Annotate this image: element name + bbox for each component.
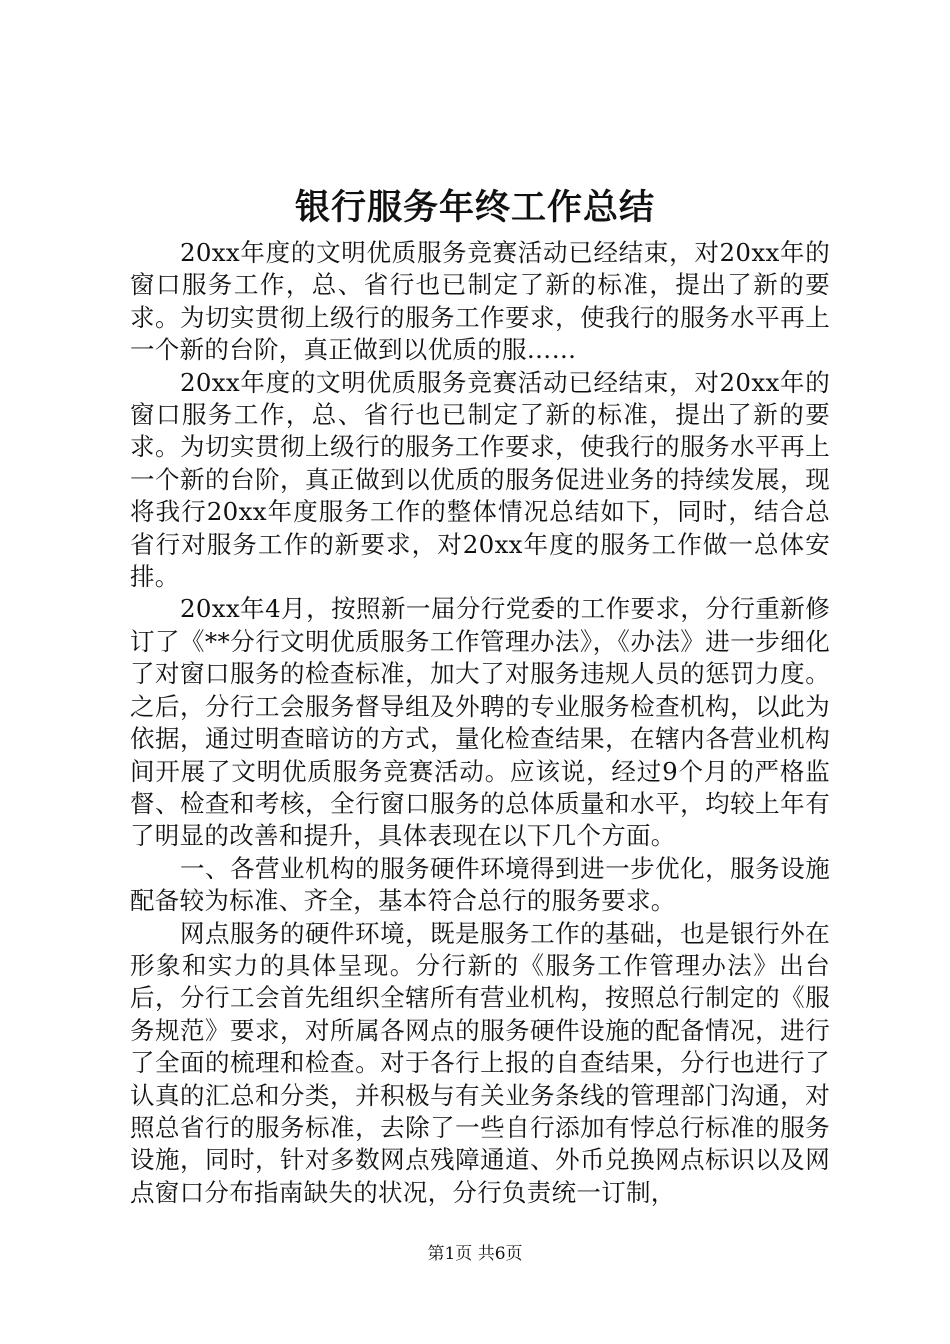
paragraph-4: 一、各营业机构的服务硬件环境得到进一步优化，服务设施配备较为标准、齐全，基本符合总行的服务要求。	[130, 853, 830, 916]
document-title: 银行服务年终工作总结	[294, 188, 655, 228]
paragraph-2: 20xx年度的文明优质服务竞赛活动已经结束，对20xx年的窗口服务工作，总、省行也已制定了新的标准，提出了新的要求。为切实贯彻上级行的服务工作要求，使我行的服务水平再上一个新的台阶，真正做到以优质的服务促进业务的持续发展，现将我行20xx年度服务工作的整体情况总结如下，同时，结合总省行对服务工作的新要求，对20xx年度的服务工作做一总体安排。	[130, 367, 830, 592]
paragraph-1: 20xx年度的文明优质服务竞赛活动已经结束，对20xx年的窗口服务工作，总、省行也已制定了新的标准，提出了新的要求。为切实贯彻上级行的服务工作要求，使我行的服务水平再上一个新的台阶，真正做到以优质的服……	[130, 238, 830, 365]
paragraph-5: 网点服务的硬件环境，既是服务工作的基础，也是银行外在形象和实力的具体呈现。分行新的《服务工作管理办法》出台后，分行工会首先组织全辖所有营业机构，按照总行制定的《服务规范》要求，对所属各网点的服务硬件设施的配备情况，进行了全面的梳理和检查。对于各行上报的自查结果，分行也进行了认真的汇总和分类，并积极与有关业务条线的管理部门沟通，对照总省行的服务标准，去除了一些自行添加有悖总行标准的服务设施，同时，针对多数网点残障通道、外币兑换网点标识以及网点窗口分布指南缺失的状况，分行负责统一订制，	[130, 918, 830, 1207]
paragraph-3: 20xx年4月，按照新一届分行党委的工作要求，分行重新修订了《**分行文明优质服务工作管理办法》，《办法》进一步细化了对窗口服务的检查标准，加大了对服务违规人员的惩罚力度。之后，分行工会服务督导组及外聘的专业服务检查机构，以此为依据，通过明查暗访的方式，量化检查结果，在辖内各营业机构间开展了文明优质服务竞赛活动。应该说，经过9个月的严格监督、检查和考核，全行窗口服务的总体质量和水平，均较上年有了明显的改善和提升，具体表现在以下几个方面。	[130, 594, 831, 851]
document-body	[130, 237, 830, 1209]
page-number-footer: 第1页 共6页	[427, 1244, 523, 1264]
